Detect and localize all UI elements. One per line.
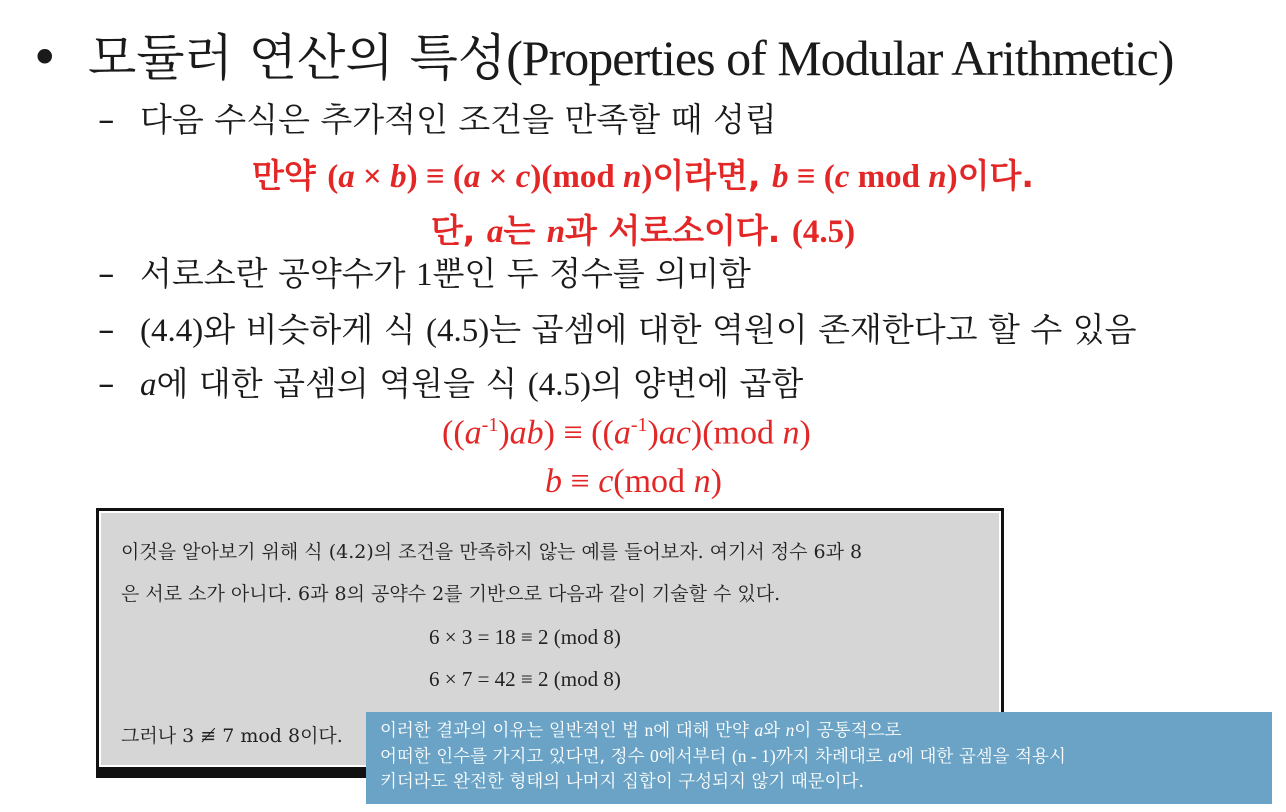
dash-icon: – — [98, 254, 115, 293]
excerpt-line: 은 서로 소가 아니다. 6과 8의 공약수 2를 기반으로 다음과 같이 기술할 수 있다. — [121, 583, 781, 605]
var-a: a — [486, 214, 504, 250]
bullet-item — [98, 308, 1136, 353]
condition-formula: (a × b) ≡ (a × c)(mod n) — [327, 159, 653, 195]
note-line: 키더라도 완전한 형태의 나머지 집합이 구성되지 않기 때문이다. — [380, 772, 865, 792]
excerpt-line: 그러나 3 ≢ 7 mod 8이다. — [121, 725, 343, 747]
dash-icon: – — [98, 310, 115, 349]
dash-icon: – — [98, 364, 115, 403]
condition-text: 만약 — [252, 156, 328, 195]
excerpt-equation: 6 × 3 = 18 ≡ 2 (mod 8) — [429, 625, 621, 649]
equation-ref: (4.5) — [425, 313, 490, 349]
bullet-item — [98, 98, 777, 142]
note-line: 이러한 결과의 이유는 일반적인 법 n에 대해 만약 a와 n이 공통적으로 — [380, 720, 902, 741]
bullet-text: 와 비슷하게 식 — [203, 310, 426, 349]
bullet-text: 의 양변에 곱함 — [590, 364, 804, 403]
condition-formula: b ≡ (c mod n) — [771, 159, 958, 195]
bullet-text: 다음 수식은 추가적인 조건을 만족할 때 성립 — [140, 100, 777, 139]
condition-text: 과 서로소이다. — [565, 211, 792, 250]
condition-text: 이라면, — [652, 156, 772, 195]
condition-line-1 — [0, 150, 1286, 197]
equation-ref: (4.4) — [140, 313, 204, 349]
bullet-icon: • — [30, 29, 60, 87]
bullet-text: 에 대한 곱셈의 역원을 식 — [156, 364, 528, 403]
equation-number: (4.5) — [791, 214, 856, 250]
bullet-item — [98, 362, 803, 407]
bullet-text: 는 곱셈에 대한 역원이 존재한다고 할 수 있음 — [489, 310, 1137, 349]
equation-ref: (4.5) — [527, 367, 591, 403]
dash-icon: – — [98, 100, 115, 139]
excerpt-line: 이것을 알아보기 위해 식 (4.2)의 조건을 만족하지 않는 예를 들어보자. 여기서 정수 6과 8 — [121, 541, 863, 563]
bullet-text: 뿐인 두 정수를 의미함 — [432, 254, 751, 293]
condition-text: 이다. — [957, 156, 1034, 195]
bullet-item — [98, 252, 751, 297]
note-line: 어떠한 인수를 가지고 있다면, 정수 0에서부터 (n - 1)까지 차례대로 a에 대한 곱셈을 적용시 — [380, 746, 1066, 767]
condition-text: 는 — [503, 211, 547, 250]
var-n: n — [546, 214, 566, 250]
slide-title — [30, 28, 1173, 88]
excerpt-equation: 6 × 7 = 42 ≡ 2 (mod 8) — [429, 667, 621, 691]
equation-inverse-1: $((a^{-1})ab) \equiv ((a^{-1})ac)(mod$ n) — [442, 414, 811, 452]
var-a: a — [140, 367, 157, 403]
condition-line-2 — [0, 205, 1286, 252]
explanation-note — [366, 712, 1272, 804]
title-english: (Properties of Modular Arithmetic) — [506, 30, 1174, 86]
condition-text: 단, — [430, 211, 487, 250]
bullet-text: 서로소란 공약수가 — [140, 254, 417, 293]
equation-inverse-2: b ≡ c(mod n) — [545, 463, 722, 500]
bullet-number: 1 — [416, 257, 433, 293]
title-korean: 모듈러 연산의 특성 — [88, 29, 507, 87]
